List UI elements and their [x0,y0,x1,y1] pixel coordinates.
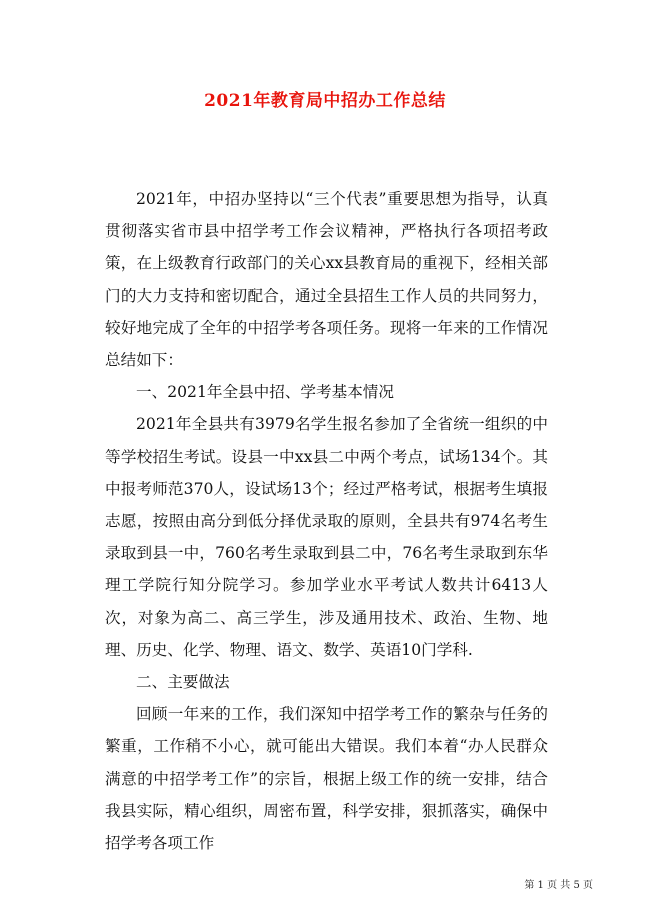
intro-paragraph: 2021年，中招办坚持以“三个代表”重要思想为指导，认真贯彻落实省市县中招学考工作会议精神，严格执行各项招考政策，在上级教育行政部门的关心xx县教育局的重视下，经相关部门的大力支持和密切配合，通过全县招生工作人员的共同努力，较好地完成了全年的中招学考各项任务。现将一年来的工作情况总结如下： [105,190,548,370]
section-heading-1: 一、2021年全县中招、学考基本情况 [136,383,394,402]
document-body [105,183,548,859]
section-1-paragraph: 2021年全县共有3979名学生报名参加了全省统一组织的中等学校招生考试。设县一中xx县二中两个考点，试场134个。其中报考师范370人，设试场13个；经过严格考试，根据考生填报志愿，按照由高分到低分择优录取的原则，全县共有974名考生录取到县一中，760名考生录取到县二中，76名考生录取到东华理工学院行知分院学习。参加学业水平考试人数共计6413人次，对象为高二、高三学生，涉及通用技术、政治、生物、地理、历史、化学、物理、语文、数学、英语10门学科. [105,415,548,659]
section-2-paragraph: 回顾一年来的工作，我们深知中招学考工作的繁杂与任务的繁重，工作稍不小心，就可能出大错误。我们本着“办人民群众满意的中招学考工作”的宗旨，根据上级工作的统一安排，结合我县实际，精心组织，周密布置，科学安排，狠抓落实，确保中招学考各项工作 [105,705,548,853]
section-heading-2: 二、主要做法 [136,673,230,692]
document-title: 2021年教育局中招办工作总结 [204,91,446,111]
page-footer: 第 1 页 共 5 页 [524,880,593,891]
